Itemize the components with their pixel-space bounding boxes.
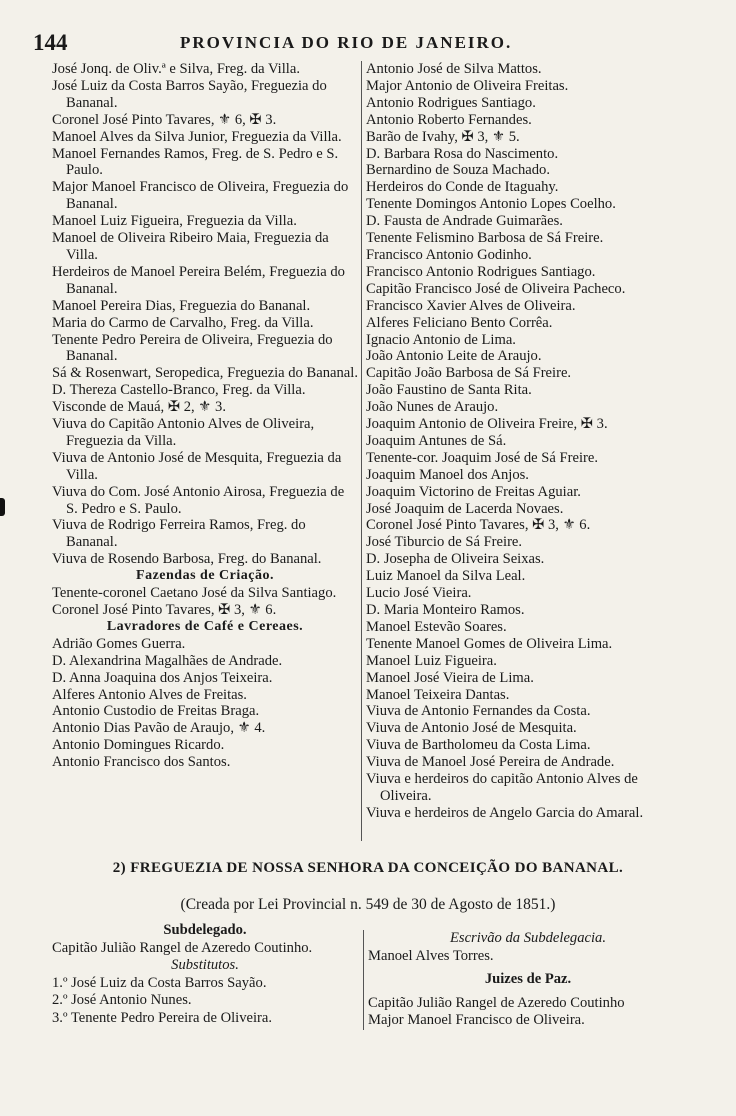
list-item: D. Barbara Rosa do Nascimento.: [366, 145, 559, 162]
list-item: Capitão João Barbosa de Sá Freire.: [366, 365, 572, 382]
list-item: Antonio Roberto Fernandes.: [366, 111, 532, 128]
list-item: Tenente Domingos Antonio Lopes Coelho.: [366, 196, 616, 213]
list-item: Coronel José Pinto Tavares, ✠ 3, ⚜ 6.: [52, 602, 277, 618]
list-item: Joaquim Manoel dos Anjos.: [366, 466, 529, 483]
escrivao-name: Manoel Alves Torres.: [368, 947, 494, 964]
list-item: Viuva de Rodrigo Ferreira Ramos, Freg. do Bananal.: [52, 517, 306, 551]
left-column: [52, 61, 358, 771]
list-item: Manoel Alves da Silva Junior, Freguezia da Villa.: [52, 128, 342, 145]
list-item: Tenente Pedro Pereira de Oliveira, Freguezia do Bananal.: [52, 331, 333, 365]
list-item: Alferes Feliciano Bento Corrêa.: [366, 314, 553, 331]
escrivao-juizes-block: [368, 930, 688, 1030]
list-item: João Nunes de Araujo.: [366, 399, 499, 416]
juizes-heading: Juizes de Paz.: [484, 971, 572, 987]
list-item: Manoel Fernandes Ramos, Freg. de S. Pedro e S. Paulo.: [52, 145, 339, 179]
list-item: Francisco Xavier Alves de Oliveira.: [366, 297, 576, 314]
list-item: Viuva de Antonio José de Mesquita.: [366, 720, 577, 737]
list-item: João Faustino de Santa Rita.: [366, 382, 532, 399]
list-item: Viuva de Antonio Fernandes da Costa.: [366, 703, 591, 720]
list-item: Ignacio Antonio de Lima.: [366, 331, 516, 348]
list-item: Joaquim Antonio de Oliveira Freire, ✠ 3.: [366, 416, 608, 433]
list-item: José Joaquim de Lacerda Novaes.: [366, 500, 564, 517]
list-item: Antonio José de Silva Mattos.: [366, 61, 542, 77]
list-item: Viuva e herdeiros de Angelo Garcia do Amaral.: [366, 804, 644, 821]
subdelegado-heading: Subdelegado.: [163, 922, 247, 938]
list-item: Viuva de Rosendo Barbosa, Freg. do Bananal.: [52, 551, 322, 568]
list-item: Coronel José Pinto Tavares, ✠ 3, ⚜ 6.: [366, 517, 591, 534]
list-item: Luiz Manoel da Silva Leal.: [366, 568, 526, 585]
list-item: Viuva e herdeiros do capitão Antonio Alves de Oliveira.: [366, 771, 638, 804]
list-item: Herdeiros do Conde de Itaguahy.: [366, 179, 559, 196]
list-item: Manoel Teixeira Dantas.: [366, 686, 510, 703]
list-item: Manoel Luiz Figueira.: [366, 652, 497, 669]
substituto-item: 3.º Tenente Pedro Pereira de Oliveira.: [52, 1009, 273, 1026]
list-item: Antonio Rodrigues Santiago.: [366, 94, 536, 111]
list-item: Major Antonio de Oliveira Freitas.: [366, 77, 569, 94]
list-item: Antonio Custodio de Freitas Braga.: [52, 703, 260, 720]
list-item: Coronel José Pinto Tavares, ⚜ 6, ✠ 3.: [52, 111, 277, 128]
list-item: Maria do Carmo de Carvalho, Freg. da Villa.: [52, 314, 314, 331]
list-item: João Antonio Leite de Araujo.: [366, 348, 542, 365]
list-item: Viuva de Antonio José de Mesquita, Freguezia da Villa.: [52, 449, 342, 483]
list-item: Antonio Dias Pavão de Araujo, ⚜ 4.: [52, 720, 266, 737]
section-title: 2) FREGUEZIA DE NOSSA SENHORA DA CONCEIÇÃO DO BANANAL.: [112, 860, 624, 876]
running-title: PROVINCIA DO RIO DE JANEIRO.: [180, 33, 513, 52]
list-item: Manoel Pereira Dias, Freguezia do Bananal.: [52, 297, 311, 314]
juiz-item: Capitão Julião Rangel de Azeredo Coutinho: [368, 994, 625, 1011]
escrivao-heading: Escrivão da Subdelegacia.: [449, 930, 607, 946]
list-item: José Tiburcio de Sá Freire.: [366, 534, 523, 551]
list-item: Tenente Felismino Barbosa de Sá Freire.: [366, 230, 604, 247]
list-item: D. Thereza Castello-Branco, Freg. da Villa.: [52, 382, 306, 399]
list-item: Tenente-cor. Joaquim José de Sá Freire.: [366, 449, 599, 466]
page-number: 144: [33, 30, 68, 55]
list-item: Manoel de Oliveira Ribeiro Maia, Freguezia da Villa.: [52, 230, 329, 263]
juiz-item: Major Manoel Francisco de Oliveira.: [368, 1012, 585, 1028]
substituto-item: 1.º José Luiz da Costa Barros Sayão.: [52, 974, 267, 991]
subdelegado-name: Capitão Julião Rangel de Azeredo Coutinho.: [52, 939, 313, 956]
list-item: Capitão Francisco José de Oliveira Pacheco.: [366, 280, 626, 297]
column-divider: [361, 61, 362, 841]
list-item: Alferes Antonio Alves de Freitas.: [52, 686, 247, 703]
list-item: José Luiz da Costa Barros Sayão, Freguezia do Bananal.: [52, 77, 327, 111]
list-item: Antonio Domingues Ricardo.: [52, 737, 225, 754]
list-item: Adrião Gomes Guerra.: [52, 635, 186, 652]
subdelegacia-block: [52, 922, 358, 1027]
list-item: Joaquim Victorino de Freitas Aguiar.: [366, 483, 581, 500]
list-item: Barão de Ivahy, ✠ 3, ⚜ 5.: [366, 128, 520, 145]
list-item: Lucio José Vieira.: [366, 585, 472, 602]
list-item: Major Manoel Francisco de Oliveira, Freguezia do Bananal.: [52, 179, 349, 213]
list-item: Manoel José Vieira de Lima.: [366, 669, 534, 686]
section-heading: Lavradores de Café e Cereaes.: [106, 618, 304, 634]
list-item: Viuva de Manoel José Pereira de Andrade.: [366, 754, 615, 771]
list-item: Herdeiros de Manoel Pereira Belém, Freguezia do Bananal.: [52, 263, 345, 297]
list-item: Viuva do Capitão Antonio Alves de Oliveira, Freguezia da Villa.: [52, 416, 315, 449]
list-item: Manoel Estevão Soares.: [366, 618, 507, 635]
section-subtitle: (Creada por Lei Provincial n. 549 de 30 de Agosto de 1851.): [180, 896, 556, 913]
list-item: Manoel Luiz Figueira, Freguezia da Villa.: [52, 213, 297, 230]
bottom-column-divider: [363, 930, 364, 1030]
list-item: José Jonq. de Oliv.ª e Silva, Freg. da Villa.: [52, 61, 300, 77]
section-heading: Fazendas de Criação.: [136, 568, 274, 584]
right-column: [366, 61, 686, 822]
list-item: Visconde de Mauá, ✠ 2, ⚜ 3.: [52, 399, 226, 416]
list-item: D. Alexandrina Magalhães de Andrade.: [52, 652, 283, 669]
substitutos-heading: Substitutos.: [171, 957, 239, 973]
list-item: Tenente-coronel Caetano José da Silva Santiago.: [52, 585, 337, 602]
list-item: D. Fausta de Andrade Guimarães.: [366, 213, 563, 230]
list-item: Francisco Antonio Rodrigues Santiago.: [366, 263, 596, 280]
list-item: D. Josepha de Oliveira Seixas.: [366, 551, 545, 568]
list-item: Bernardino de Souza Machado.: [366, 162, 550, 179]
list-item: D. Anna Joaquina dos Anjos Teixeira.: [52, 669, 273, 686]
list-item: Antonio Francisco dos Santos.: [52, 754, 231, 771]
list-item: D. Maria Monteiro Ramos.: [366, 602, 525, 618]
list-item: Sá & Rosenwart, Seropedica, Freguezia do Bananal.: [52, 365, 358, 382]
list-item: Viuva do Com. José Antonio Airosa, Freguezia de S. Pedro e S. Paulo.: [52, 483, 345, 517]
list-item: Viuva de Bartholomeu da Costa Lima.: [366, 737, 591, 754]
list-item: Joaquim Antunes de Sá.: [366, 432, 507, 449]
page-edge-mark: [0, 498, 5, 516]
list-item: Tenente Manoel Gomes de Oliveira Lima.: [366, 635, 613, 652]
list-item: Francisco Antonio Godinho.: [366, 246, 532, 263]
page-header: [0, 30, 736, 54]
substituto-item: 2.º José Antonio Nunes.: [52, 992, 192, 1008]
